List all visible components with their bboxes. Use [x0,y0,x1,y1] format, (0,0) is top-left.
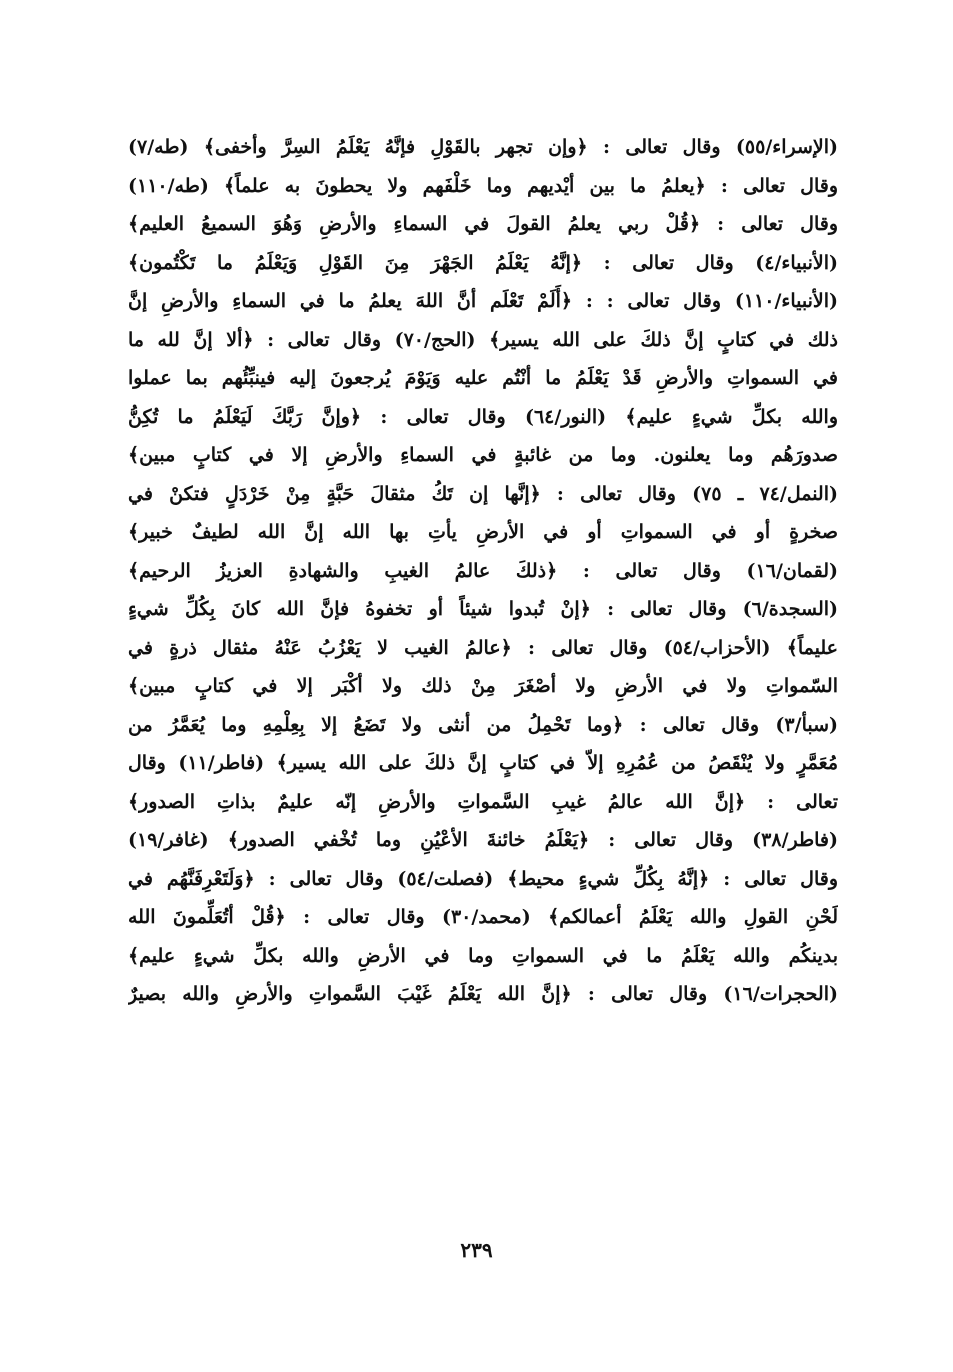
text-line-23: (الحجرات/١٦) وقال تعالى : ﴿إنَّ الله يَعْلَمُ غَيْبَ السَّمواتِ والأرضِ والله بصيرٌ [128,983,838,1005]
text-line-19: (فاطر/٣٨) وقال تعالى : ﴿يَعْلَمُ خائنةَ الأعْيُنِ وما تُخْفي الصدور﴾ (غافر/١٩) [128,829,838,851]
text-line-9: صدورَهُم وما يعلنون. وما من غائبةٍ في السماءِ والأرضِ إلا في كتابٍ مبين﴾ [128,444,838,466]
page-number: ٢٣٩ [460,1238,493,1262]
text-line-8: والله بكلِّ شيءٍ عليم﴾ (النور/٦٤) وقال تعالى : ﴿وإنَّ رَبَّكَ لَيَعْلَمُ ما تُكِنُّ [128,405,838,428]
text-line-2: وقال تعالى : ﴿يعلمُ ما بين أيْديهم وما خَلْفَهم ولا يحطونَ به علماً﴾ (طه/١١٠) [128,174,838,197]
text-line-13: (السجدة/٦) وقال تعالى : ﴿إنْ تُبدوا شيئاً أو تخفوهُ فإنَّ الله كانَ بِكُلِّ شيءٍ [128,598,838,620]
text-line-17: مُعَمَّرٍ ولا يُنْقَصُ من عُمُرِهِ إلاّ في كتابٍ إنَّ ذلكَ على الله يسير﴾ (فاطر/١١) وقال [128,752,838,774]
text-line-1: (الإسراء/٥٥) وقال تعالى : ﴿وإن تجهر بالقَوْلِ فإنَّهُ يَعْلَمُ السِرَّ وأخفى﴾ (طه/٧) [128,136,838,158]
text-line-18: تعالى : ﴿إنَّ الله عالمُ غيبِ السَّمواتِ والأرضِ إنّه عليمٌ بذاتِ الصدور﴾ [128,790,838,813]
text-line-3: وقال تعالى : ﴿قُلْ ربي يعلمُ القولَ في السماءِ والأرضِ وَهُوَ السميعُ العليم﴾ [128,213,838,235]
text-line-14: عليماً﴾ (الأحزاب/٥٤) وقال تعالى : ﴿عالمُ الغيب لا يَعْزُبُ عَنْهُ مثقال ذرةٍ في [128,636,838,659]
text-line-20: وقال تعالى : ﴿إنَّهُ بِكُلِّ شيءٍ محيط﴾ (فصلت/٥٤) وقال تعالى : ﴿وَلَتَعْرِفَنَّهُم في [128,867,838,890]
text-line-22: بدينكُم والله يَعْلَمُ ما في السمواتِ وما في الأرضِ والله بكلِّ شيءٍ عليم﴾ [128,944,838,967]
text-line-7: في السمواتِ والأرضِ قَدْ يَعْلَمُ ما أنْتُم عليه وَيَوْمَ يُرجعونَ إليه فينبِّئُهم بما عملوا [128,367,838,389]
text-line-6: ذلك في كتابٍ إنَّ ذلكَ على الله يسير﴾ (الحج/٧٠) وقال تعالى : ﴿ألا إنَّ لله ما [128,328,838,351]
body-text [128,128,838,1014]
text-line-10: (النمل/٧٤ ـ ٧٥) وقال تعالى : ﴿إنَّها إن تَكُ مثقالَ حَبَّةٍ مِنْ خَرْدَلٍ فتكنْ في [128,482,838,505]
text-line-16: (سبأ/٣) وقال تعالى : ﴿وما تَحْمِلُ من أنثى ولا تَضَعُ إلا بِعِلْمِهِ وما يُعَمَّرُ من [128,713,838,736]
text-line-21: لَحْنِ القولِ والله يَعْلَمُ أعمالكم﴾ (محمد/٣٠) وقال تعالى : ﴿قُلْ أتُعَلِّمونَ الله [128,906,838,928]
text-line-15: السّمواتِ ولا في الأرضِ ولا أصْغَرَ مِنْ ذلك ولا أكْبَر إلا في كتابٍ مبين﴾ [128,675,838,697]
text-line-12: (لقمان/١٦) وقال تعالى : ﴿ذلكَ عالمُ الغيبِ والشهادةِ العزيزُ الرحيم﴾ [128,559,838,582]
text-line-4: (الأنبياء/٤) وقال تعالى : ﴿إنَّهُ يَعْلَمُ الجَهْرَ مِنَ القَوْلِ وَيَعْلَمُ ما تَكْتُمون﴾ [128,251,838,274]
text-line-5: (الأنبياء/١١٠) وقال تعالى : : ﴿أَلَمْ تَعْلَم أنَّ اللهَ يعلمُ ما في السماءِ والأرضِ إنَّ [128,290,838,312]
text-line-11: صخرةٍ أو في السمواتِ أو في الأرضِ يأتِ بها الله إنَّ الله لطيفٌ خبير﴾ [128,521,838,543]
